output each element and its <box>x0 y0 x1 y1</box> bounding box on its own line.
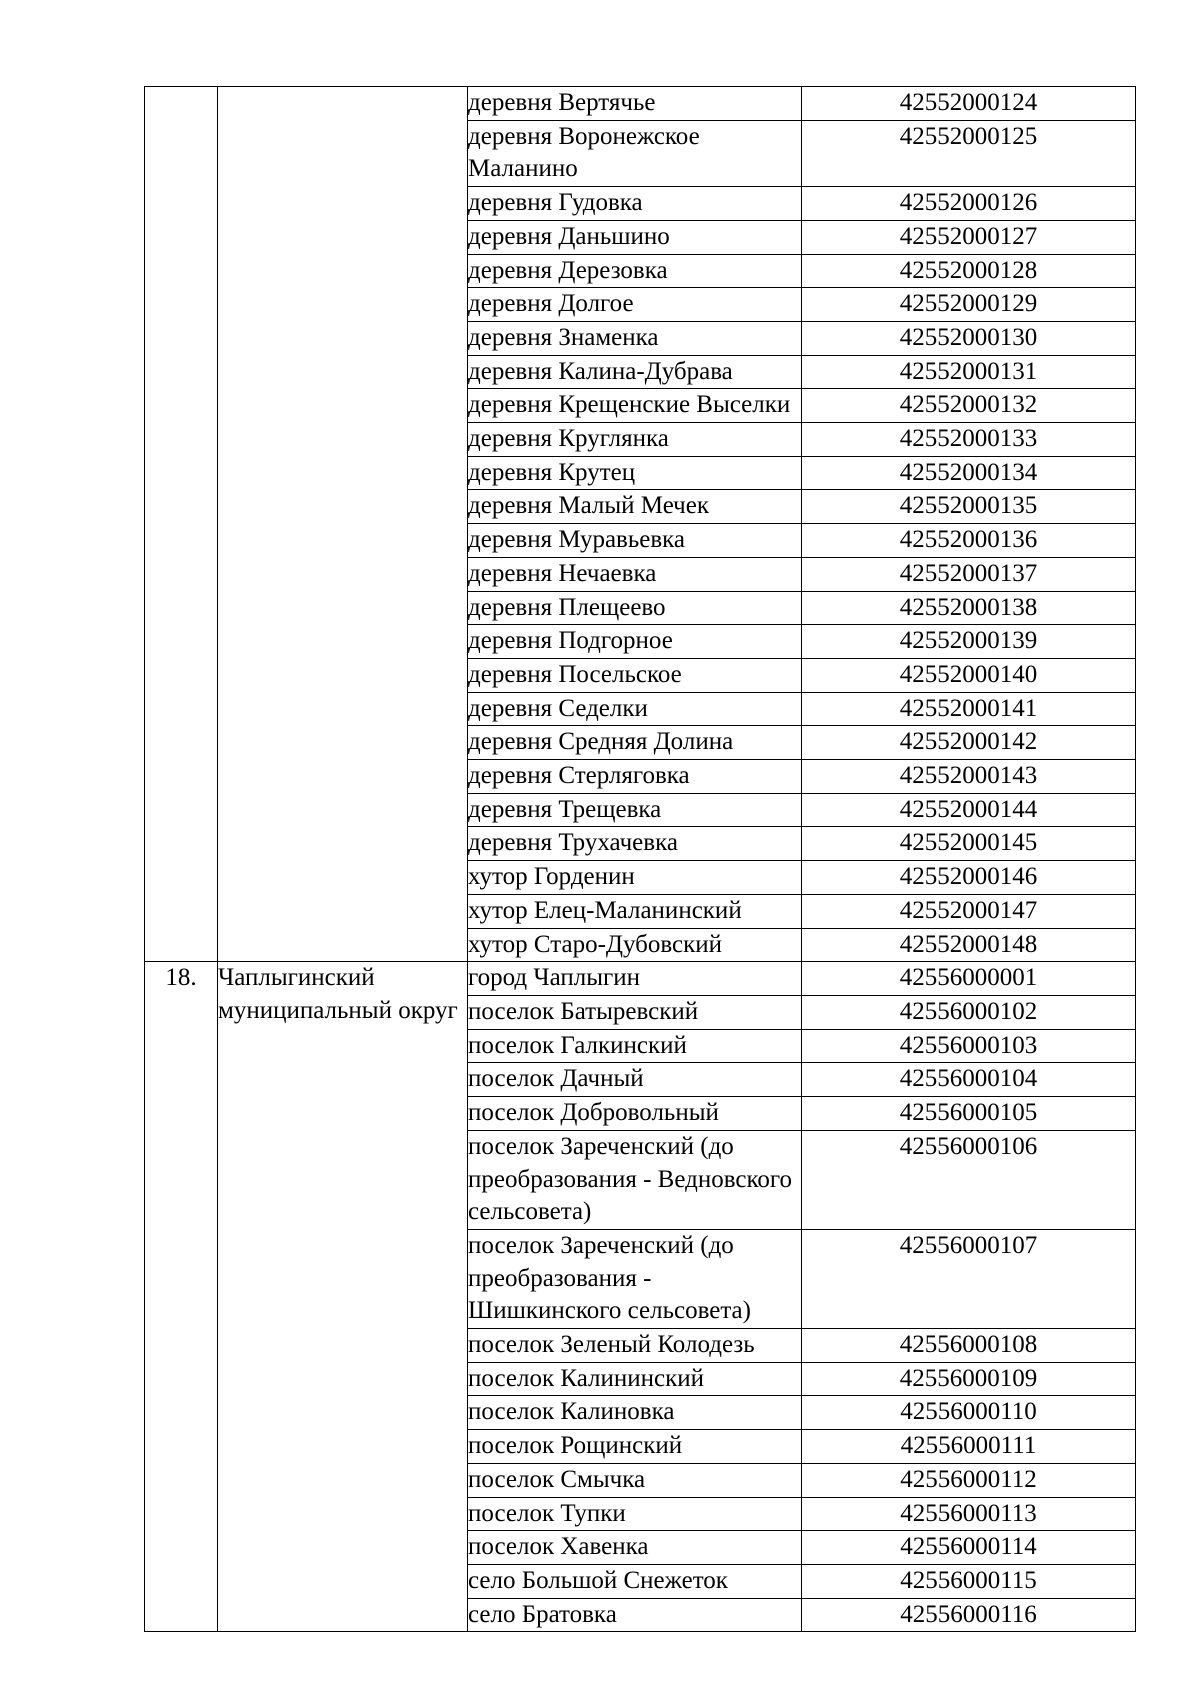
settlement-name-cell: деревня Посельское <box>468 658 802 692</box>
settlement-code-cell: 42556000112 <box>802 1463 1136 1497</box>
settlement-code-cell: 42556000105 <box>802 1097 1136 1131</box>
settlement-name-cell: город Чаплыгин <box>468 962 802 996</box>
settlement-name-cell: деревня Седелки <box>468 692 802 726</box>
settlement-code-cell: 42556000111 <box>802 1430 1136 1464</box>
settlement-code-cell: 42556000108 <box>802 1329 1136 1363</box>
settlement-code-cell: 42556000116 <box>802 1598 1136 1632</box>
settlement-name-cell: хутор Горденин <box>468 861 802 895</box>
settlement-code-cell: 42552000134 <box>802 456 1136 490</box>
settlement-code-cell: 42552000145 <box>802 827 1136 861</box>
settlement-code-cell: 42552000144 <box>802 793 1136 827</box>
settlement-code-cell: 42556000107 <box>802 1229 1136 1328</box>
settlement-code-cell: 42556000109 <box>802 1362 1136 1396</box>
settlement-code-cell: 42556000103 <box>802 1029 1136 1063</box>
settlement-code-cell: 42552000148 <box>802 928 1136 962</box>
settlement-name-cell: хутор Елец-Маланинский <box>468 894 802 928</box>
settlement-name-cell: деревня Крутец <box>468 456 802 490</box>
settlement-name-cell: поселок Калиновка <box>468 1396 802 1430</box>
settlement-code-cell: 42552000129 <box>802 288 1136 322</box>
settlement-name-cell: поселок Тупки <box>468 1497 802 1531</box>
settlement-code-cell: 42556000104 <box>802 1063 1136 1097</box>
settlement-code-cell: 42556000115 <box>802 1564 1136 1598</box>
settlement-name-cell: деревня Знаменка <box>468 321 802 355</box>
settlement-name-cell: деревня Подгорное <box>468 625 802 659</box>
district-name-cell <box>218 87 468 962</box>
settlement-name-cell: село Большой Снежеток <box>468 1564 802 1598</box>
settlement-code-cell: 42552000143 <box>802 760 1136 794</box>
settlements-table-body <box>145 87 1136 1632</box>
district-name-cell: Чаплыгинский муниципальный округ <box>218 962 468 1632</box>
settlement-code-cell: 42552000133 <box>802 423 1136 457</box>
group-number-cell: 18. <box>145 962 218 1632</box>
settlement-code-cell: 42552000147 <box>802 894 1136 928</box>
settlement-code-cell: 42552000130 <box>802 321 1136 355</box>
settlement-name-cell: деревня Крещенские Выселки <box>468 389 802 423</box>
group-number-cell <box>145 87 218 962</box>
settlement-code-cell: 42552000141 <box>802 692 1136 726</box>
settlement-name-cell: поселок Батыревский <box>468 995 802 1029</box>
settlement-name-cell: поселок Галкинский <box>468 1029 802 1063</box>
settlement-code-cell: 42552000140 <box>802 658 1136 692</box>
settlement-code-cell: 42552000137 <box>802 557 1136 591</box>
settlement-name-cell: деревня Дерезовка <box>468 254 802 288</box>
settlement-code-cell: 42556000110 <box>802 1396 1136 1430</box>
settlement-code-cell: 42552000131 <box>802 355 1136 389</box>
settlement-code-cell: 42556000106 <box>802 1130 1136 1229</box>
settlement-code-cell: 42552000125 <box>802 120 1136 186</box>
settlement-code-cell: 42552000127 <box>802 220 1136 254</box>
settlement-name-cell: поселок Зареченский (до преобразования - Шишкинского сельсовета) <box>468 1229 802 1328</box>
settlement-name-cell: поселок Зареченский (до преобразования - Ведновского сельсовета) <box>468 1130 802 1229</box>
settlement-code-cell: 42556000114 <box>802 1531 1136 1565</box>
settlement-code-cell: 42552000138 <box>802 591 1136 625</box>
settlement-name-cell: деревня Долгое <box>468 288 802 322</box>
settlement-code-cell: 42552000126 <box>802 187 1136 221</box>
settlement-code-cell: 42552000128 <box>802 254 1136 288</box>
settlement-name-cell: деревня Средняя Долина <box>468 726 802 760</box>
settlement-name-cell: поселок Хавенка <box>468 1531 802 1565</box>
settlement-name-cell: деревня Вертячье <box>468 87 802 121</box>
settlement-code-cell: 42552000142 <box>802 726 1136 760</box>
settlement-name-cell: деревня Воронежское Маланино <box>468 120 802 186</box>
settlement-name-cell: деревня Калина-Дубрава <box>468 355 802 389</box>
settlement-name-cell: хутор Старо-Дубовский <box>468 928 802 962</box>
settlement-code-cell: 42552000139 <box>802 625 1136 659</box>
settlement-code-cell: 42552000124 <box>802 87 1136 121</box>
settlement-code-cell: 42552000135 <box>802 490 1136 524</box>
settlement-name-cell: поселок Дачный <box>468 1063 802 1097</box>
settlement-name-cell: поселок Рощинский <box>468 1430 802 1464</box>
settlement-code-cell: 42552000136 <box>802 524 1136 558</box>
settlement-name-cell: деревня Трещевка <box>468 793 802 827</box>
settlement-name-cell: поселок Зеленый Колодезь <box>468 1329 802 1363</box>
settlement-name-cell: деревня Гудовка <box>468 187 802 221</box>
settlement-code-cell: 42552000132 <box>802 389 1136 423</box>
table-row <box>145 87 1136 121</box>
settlement-name-cell: село Братовка <box>468 1598 802 1632</box>
settlement-code-cell: 42552000146 <box>802 861 1136 895</box>
settlement-name-cell: деревня Нечаевка <box>468 557 802 591</box>
settlement-name-cell: поселок Калининский <box>468 1362 802 1396</box>
settlement-name-cell: поселок Добровольный <box>468 1097 802 1131</box>
settlement-name-cell: деревня Даньшино <box>468 220 802 254</box>
settlement-code-cell: 42556000113 <box>802 1497 1136 1531</box>
settlement-name-cell: деревня Стерляговка <box>468 760 802 794</box>
table-row <box>145 962 1136 996</box>
settlement-name-cell: поселок Смычка <box>468 1463 802 1497</box>
settlement-code-cell: 42556000001 <box>802 962 1136 996</box>
settlement-name-cell: деревня Муравьевка <box>468 524 802 558</box>
settlement-code-cell: 42556000102 <box>802 995 1136 1029</box>
settlements-table <box>144 86 1136 1632</box>
settlement-name-cell: деревня Плещеево <box>468 591 802 625</box>
settlement-name-cell: деревня Трухачевка <box>468 827 802 861</box>
settlement-name-cell: деревня Круглянка <box>468 423 802 457</box>
settlement-name-cell: деревня Малый Мечек <box>468 490 802 524</box>
